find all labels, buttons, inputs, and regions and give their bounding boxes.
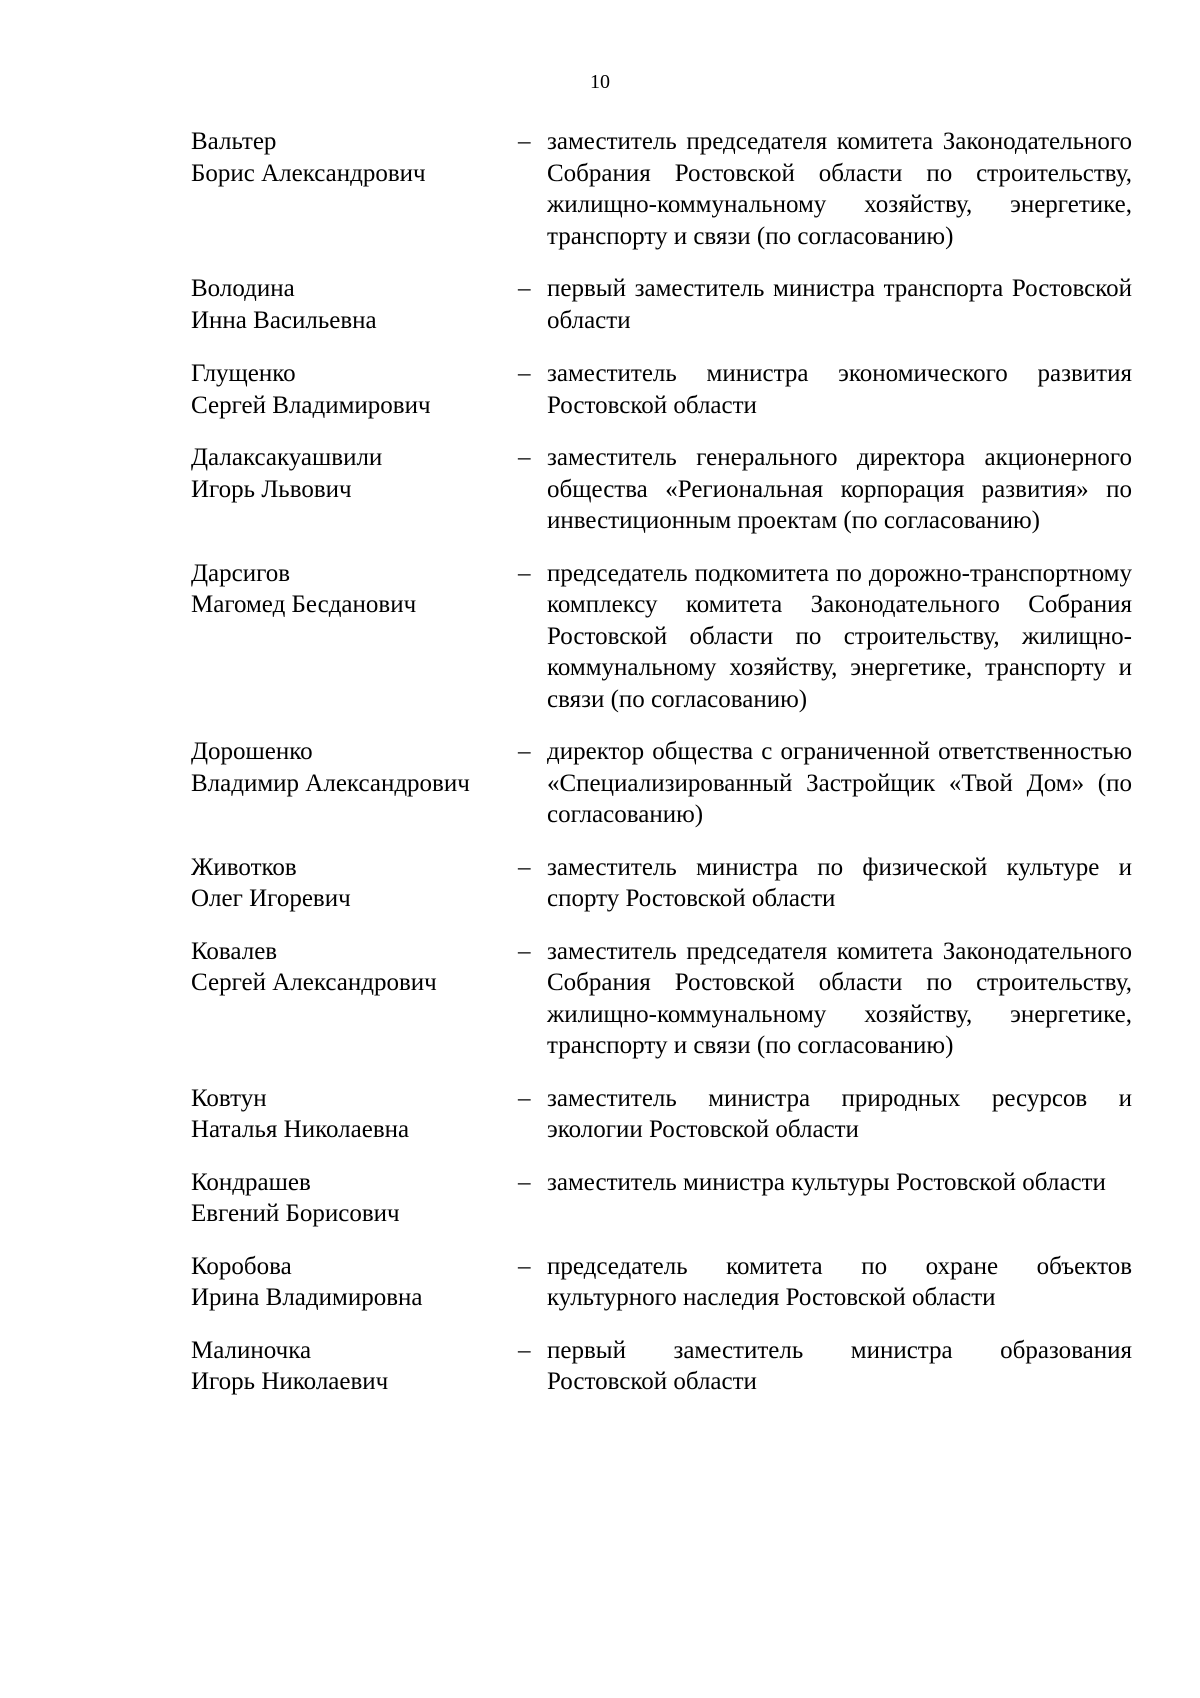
dash: – [518, 275, 531, 302]
member-role: заместитель генерального директора акционерного общества «Региональная корпорация развития» по инвестиционным проектам (по согласованию) [547, 444, 1132, 534]
list-item [191, 442, 1151, 537]
surname: Дарсигов [191, 559, 291, 587]
member-name [191, 126, 518, 189]
given-names: Сергей Александрович [191, 969, 437, 996]
dash: – [518, 360, 531, 387]
given-names: Олег Игоревич [191, 885, 351, 912]
given-names: Инна Васильевна [191, 306, 377, 334]
list-item [191, 558, 1151, 716]
list-item [191, 852, 1151, 915]
member-role: заместитель министра культуры Ростовской области [547, 1168, 1106, 1196]
surname: Коробова [191, 1252, 292, 1280]
member-name [191, 273, 518, 336]
member-name [191, 442, 518, 505]
dash: – [518, 559, 531, 587]
dash: – [518, 444, 531, 471]
surname: Малиночка [191, 1336, 312, 1364]
given-names: Сергей Владимирович [191, 391, 431, 419]
member-name [191, 1167, 518, 1230]
surname: Ковтун [191, 1084, 267, 1112]
member-name [191, 1083, 518, 1146]
surname: Глущенко [191, 360, 296, 387]
dash: – [518, 1252, 531, 1280]
list-item [191, 1167, 1151, 1230]
member-role: первый заместитель министра транспорта Ростовской области [547, 275, 1132, 334]
dash: – [518, 1168, 531, 1196]
member-role: заместитель председателя комитета Законодательного Собрания Ростовской области по строительству, жилищно-коммунальному хозяйству, энергетике, транспорту и связи (по согласованию) [547, 128, 1132, 250]
page-number: 10 [590, 71, 610, 93]
member-name [191, 1335, 518, 1398]
member-name [191, 1251, 518, 1314]
given-names: Игорь Львович [191, 475, 352, 503]
member-role: директор общества с ограниченной ответственностью «Специализированный Застройщик «Твой Дом» (по согласованию) [547, 738, 1132, 828]
member-role: заместитель министра экономического развития Ростовской области [547, 360, 1132, 419]
list-item [191, 273, 1151, 336]
surname: Животков [191, 853, 297, 881]
dash: – [518, 128, 531, 155]
given-names: Магомед Бесданович [191, 591, 417, 618]
given-names: Владимир Александрович [191, 769, 470, 797]
list-item [191, 736, 1151, 831]
given-names: Ирина Владимировна [191, 1284, 423, 1311]
surname: Далаксакуашвили [191, 444, 383, 471]
surname: Володина [191, 275, 295, 302]
member-list [191, 126, 1151, 1398]
list-item [191, 936, 1151, 1062]
dash: – [518, 738, 531, 765]
surname: Дорошенко [191, 738, 313, 765]
member-role: первый заместитель министра образования Ростовской области [547, 1336, 1132, 1395]
surname: Вальтер [191, 128, 277, 155]
dash: – [518, 1336, 531, 1364]
dash: – [518, 937, 531, 965]
list-item [191, 1251, 1151, 1314]
surname: Кондрашев [191, 1168, 311, 1196]
dash: – [518, 853, 531, 881]
list-item [191, 1083, 1151, 1146]
member-role: председатель комитета по охране объектов культурного наследия Ростовской области [547, 1252, 1132, 1311]
member-role: заместитель председателя комитета Законодательного Собрания Ростовской области по строительству, жилищно-коммунальному хозяйству, энергетике, транспорту и связи (по согласованию) [547, 937, 1132, 1059]
list-item [191, 1335, 1151, 1398]
dash: – [518, 1084, 531, 1112]
member-role: заместитель министра по физической культуре и спорту Ростовской области [547, 853, 1132, 912]
member-name [191, 558, 518, 621]
given-names: Борис Александрович [191, 159, 426, 187]
given-names: Игорь Николаевич [191, 1368, 389, 1395]
given-names: Евгений Борисович [191, 1200, 400, 1227]
surname: Ковалев [191, 937, 278, 965]
member-role: заместитель министра природных ресурсов и экологии Ростовской области [547, 1084, 1132, 1143]
member-name [191, 736, 518, 799]
member-name [191, 852, 518, 915]
list-item [191, 126, 1151, 252]
member-name [191, 936, 518, 999]
list-item [191, 358, 1151, 421]
member-role: председатель подкомитета по дорожно-транспортному комплексу комитета Законодательного Собрания Ростовской области по строительству, жилищно-коммунальному хозяйству, энергетике, транспорту и связи (по согласованию) [547, 559, 1132, 713]
given-names: Наталья Николаевна [191, 1116, 410, 1143]
member-name [191, 358, 518, 421]
